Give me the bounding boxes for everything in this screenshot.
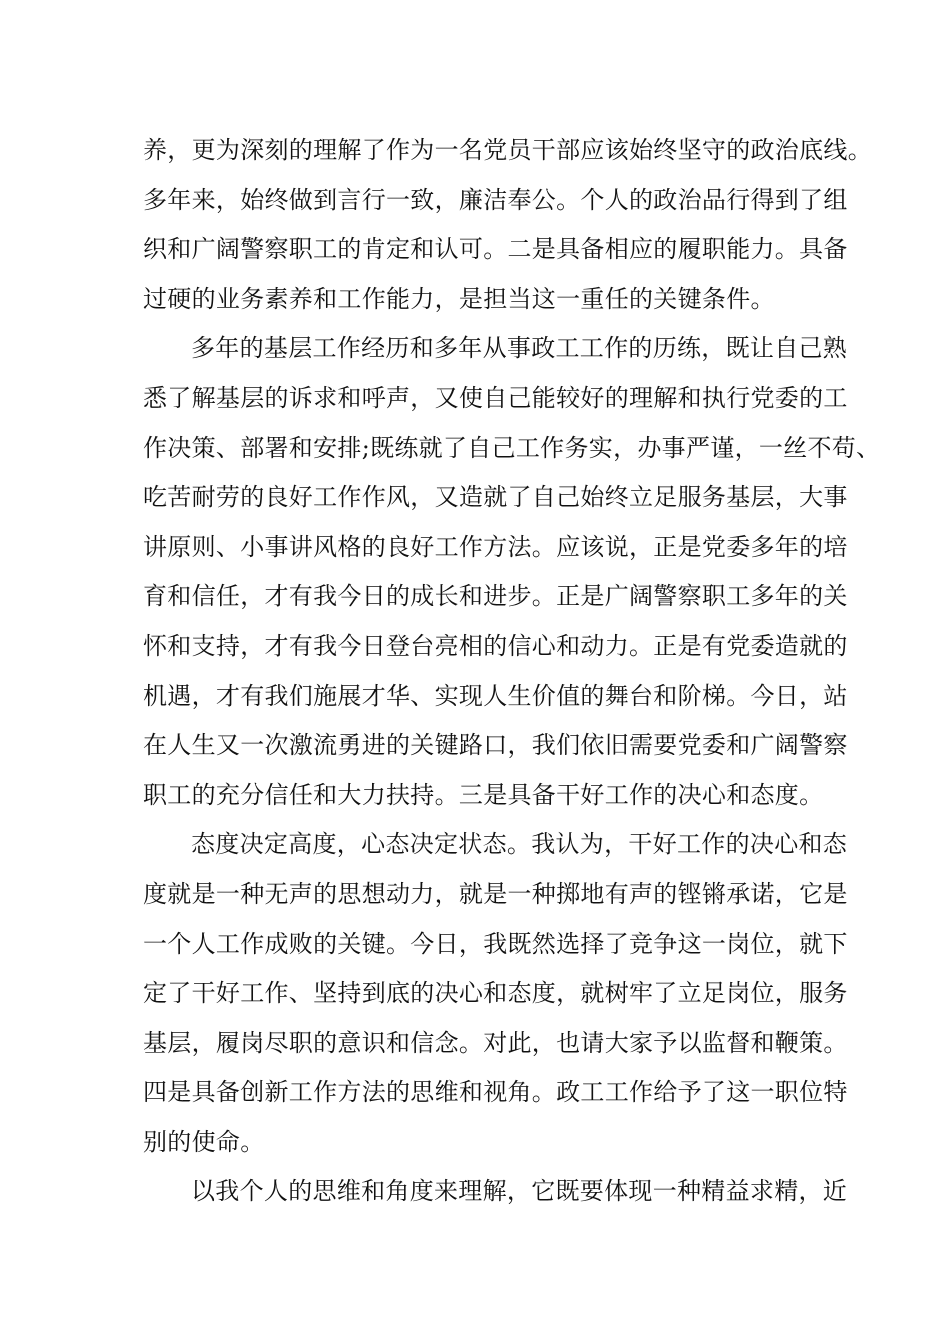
- document-body: [143, 126, 881, 1217]
- text-line: 多年来，始终做到言行一致，廉洁奉公。个人的政治品行得到了组: [143, 185, 848, 214]
- paragraph-first-line: 以我个人的思维和角度来理解，它既要体现一种精益求精，近: [191, 1177, 848, 1206]
- paragraph-first-line: 态度决定高度，心态决定状态。我认为，干好工作的决心和态: [191, 830, 848, 859]
- text-line: 机遇，才有我们施展才华、实现人生价值的舞台和阶梯。今日，站: [143, 681, 848, 710]
- text-line: 四是具备创新工作方法的思维和视角。政工工作给予了这一职位特: [143, 1078, 848, 1107]
- text-line: 悉了解基层的诉求和呼声，又使自己能较好的理解和执行党委的工: [143, 383, 848, 412]
- text-line: 织和广阔警察职工的肯定和认可。二是具备相应的履职能力。具备: [143, 235, 848, 264]
- text-line: 作决策、部署和安排;既练就了自己工作务实，办事严谨，一丝不苟、: [143, 433, 881, 462]
- text-line: 定了干好工作、坚持到底的决心和态度，就树牢了立足岗位，服务: [143, 979, 848, 1008]
- text-line: 育和信任，才有我今日的成长和进步。正是广阔警察职工多年的关: [143, 582, 848, 611]
- text-line: 别的使命。: [143, 1127, 265, 1156]
- text-line: 在人生又一次激流勇进的关键路口，我们依旧需要党委和广阔警察: [143, 731, 848, 760]
- text-line: 吃苦耐劳的良好工作作风，又造就了自己始终立足服务基层，大事: [143, 483, 848, 512]
- text-line: 怀和支持，才有我今日登台亮相的信心和动力。正是有党委造就的: [143, 631, 848, 660]
- paragraph-first-line: 多年的基层工作经历和多年从事政工工作的历练，既让自己熟: [191, 334, 848, 363]
- text-line: 度就是一种无声的思想动力，就是一种掷地有声的铿锵承诺，它是: [143, 879, 848, 908]
- text-line: 一个人工作成败的关键。今日，我既然选择了竞争这一岗位，就下: [143, 929, 848, 958]
- text-line: 养，更为深刻的理解了作为一名党员干部应该始终坚守的政治底线。: [143, 136, 872, 164]
- text-line: 职工的充分信任和大力扶持。三是具备干好工作的决心和态度。: [143, 780, 824, 809]
- text-line: 讲原则、小事讲风格的良好工作方法。应该说，正是党委多年的培: [143, 532, 848, 561]
- text-line: 过硬的业务素养和工作能力，是担当这一重任的关键条件。: [143, 284, 775, 313]
- text-line: 基层，履岗尽职的意识和信念。对此，也请大家予以监督和鞭策。: [143, 1028, 848, 1057]
